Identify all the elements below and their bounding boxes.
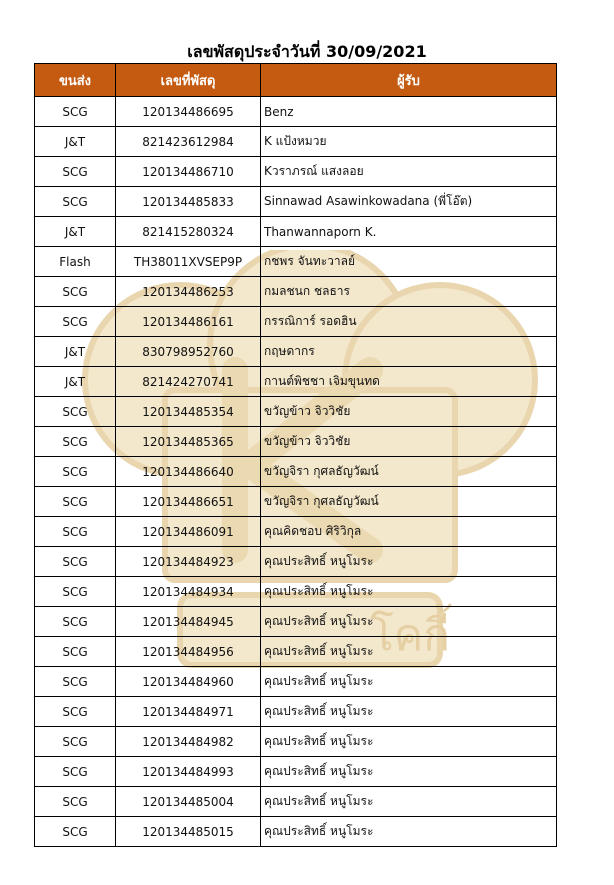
recipient-cell: คุณประสิทธิ์ หนูโมระ xyxy=(261,547,557,577)
table-row xyxy=(35,607,557,637)
table-row xyxy=(35,637,557,667)
carrier-cell: SCG xyxy=(35,307,116,337)
tracking-cell: 120134486695 xyxy=(116,97,261,127)
recipient-cell: กานต์พิชชา เจิมขุนทด xyxy=(261,367,557,397)
table-row xyxy=(35,217,557,247)
header-recipient: ผู้รับ xyxy=(261,64,557,97)
table-row xyxy=(35,787,557,817)
table-row xyxy=(35,307,557,337)
recipient-cell: K แป้งหมวย xyxy=(261,127,557,157)
tracking-cell: 120134486161 xyxy=(116,307,261,337)
table-row xyxy=(35,247,557,277)
carrier-cell: J&T xyxy=(35,217,116,247)
recipient-cell: กมลชนก ชลธาร xyxy=(261,277,557,307)
carrier-cell: SCG xyxy=(35,577,116,607)
recipient-cell: คุณประสิทธิ์ หนูโมระ xyxy=(261,667,557,697)
tracking-cell: 120134484945 xyxy=(116,607,261,637)
carrier-cell: SCG xyxy=(35,277,116,307)
header-tracking: เลขที่พัสดุ xyxy=(116,64,261,97)
carrier-cell: SCG xyxy=(35,517,116,547)
table-row xyxy=(35,97,557,127)
table-row xyxy=(35,757,557,787)
tracking-cell: 120134485365 xyxy=(116,427,261,457)
carrier-cell: SCG xyxy=(35,157,116,187)
tracking-cell: 821423612984 xyxy=(116,127,261,157)
tracking-cell: 120134485015 xyxy=(116,817,261,847)
tracking-cell: 120134486651 xyxy=(116,487,261,517)
tracking-cell: 120134485833 xyxy=(116,187,261,217)
recipient-cell: Sinnawad Asawinkowadana (พี่โอ๊ต) xyxy=(261,187,557,217)
table-row xyxy=(35,487,557,517)
table-row xyxy=(35,127,557,157)
recipient-cell: กชพร จันทะวาลย์ xyxy=(261,247,557,277)
recipient-cell: ขวัญข้าว จิววิชัย xyxy=(261,397,557,427)
table-row xyxy=(35,547,557,577)
table-row xyxy=(35,727,557,757)
table-body xyxy=(35,97,557,847)
recipient-cell: คุณประสิทธิ์ หนูโมระ xyxy=(261,727,557,757)
tracking-cell: 120134484971 xyxy=(116,697,261,727)
recipient-cell: ขวัญจิรา กุศลธัญวัฒน์ xyxy=(261,487,557,517)
tracking-cell: 120134486640 xyxy=(116,457,261,487)
carrier-cell: SCG xyxy=(35,427,116,457)
tracking-cell: 830798952760 xyxy=(116,337,261,367)
tracking-cell: 120134484923 xyxy=(116,547,261,577)
recipient-cell: ขวัญข้าว จิววิชัย xyxy=(261,427,557,457)
carrier-cell: SCG xyxy=(35,697,116,727)
recipient-cell: คุณประสิทธิ์ หนูโมระ xyxy=(261,607,557,637)
table-row xyxy=(35,427,557,457)
carrier-cell: SCG xyxy=(35,787,116,817)
tracking-cell: 120134486091 xyxy=(116,517,261,547)
carrier-cell: J&T xyxy=(35,127,116,157)
table-row xyxy=(35,457,557,487)
carrier-cell: SCG xyxy=(35,757,116,787)
recipient-cell: ขวัญจิรา กุศลธัญวัฒน์ xyxy=(261,457,557,487)
carrier-cell: SCG xyxy=(35,667,116,697)
carrier-cell: SCG xyxy=(35,97,116,127)
table-row xyxy=(35,667,557,697)
carrier-cell: SCG xyxy=(35,187,116,217)
tracking-cell: 120134484960 xyxy=(116,667,261,697)
table-row xyxy=(35,817,557,847)
page-title: เลขพัสดุประจำวันที่ 30/09/2021 xyxy=(187,42,427,61)
carrier-cell: J&T xyxy=(35,337,116,367)
recipient-cell: คุณประสิทธิ์ หนูโมระ xyxy=(261,637,557,667)
table-row xyxy=(35,397,557,427)
watermark-text: โคกี้ xyxy=(370,610,450,661)
table-row xyxy=(35,187,557,217)
tracking-cell: 821415280324 xyxy=(116,217,261,247)
recipient-cell: คุณคิดชอบ ศิริวิกุล xyxy=(261,517,557,547)
recipient-cell: Kวราภรณ์ แสงลอย xyxy=(261,157,557,187)
table-row xyxy=(35,157,557,187)
table-row xyxy=(35,517,557,547)
carrier-cell: SCG xyxy=(35,457,116,487)
recipient-cell: กฤษดากร xyxy=(261,337,557,367)
carrier-cell: SCG xyxy=(35,607,116,637)
carrier-cell: Flash xyxy=(35,247,116,277)
tracking-cell: 120134486710 xyxy=(116,157,261,187)
table-row xyxy=(35,577,557,607)
carrier-cell: SCG xyxy=(35,397,116,427)
tracking-cell: TH38011XVSEP9P xyxy=(116,247,261,277)
tracking-cell: 120134484934 xyxy=(116,577,261,607)
table-header-row xyxy=(35,64,557,97)
tracking-cell: 120134484993 xyxy=(116,757,261,787)
table-row xyxy=(35,367,557,397)
carrier-cell: SCG xyxy=(35,727,116,757)
table-row xyxy=(35,337,557,367)
recipient-cell: กรรณิการ์ รอดฮิน xyxy=(261,307,557,337)
tracking-cell: 120134484956 xyxy=(116,637,261,667)
tracking-cell: 120134484982 xyxy=(116,727,261,757)
header-carrier: ขนส่ง xyxy=(35,64,116,97)
recipient-cell: คุณประสิทธิ์ หนูโมระ xyxy=(261,697,557,727)
tracking-cell: 120134486253 xyxy=(116,277,261,307)
table-row xyxy=(35,277,557,307)
parcel-table xyxy=(34,63,557,847)
carrier-cell: SCG xyxy=(35,487,116,517)
recipient-cell: Benz xyxy=(261,97,557,127)
recipient-cell: คุณประสิทธิ์ หนูโมระ xyxy=(261,787,557,817)
carrier-cell: SCG xyxy=(35,637,116,667)
recipient-cell: คุณประสิทธิ์ หนูโมระ xyxy=(261,757,557,787)
carrier-cell: SCG xyxy=(35,817,116,847)
carrier-cell: J&T xyxy=(35,367,116,397)
table-row xyxy=(35,697,557,727)
recipient-cell: คุณประสิทธิ์ หนูโมระ xyxy=(261,817,557,847)
recipient-cell: คุณประสิทธิ์ หนูโมระ xyxy=(261,577,557,607)
carrier-cell: SCG xyxy=(35,547,116,577)
tracking-cell: 120134485004 xyxy=(116,787,261,817)
recipient-cell: Thanwannaporn K. xyxy=(261,217,557,247)
tracking-cell: 120134485354 xyxy=(116,397,261,427)
tracking-cell: 821424270741 xyxy=(116,367,261,397)
